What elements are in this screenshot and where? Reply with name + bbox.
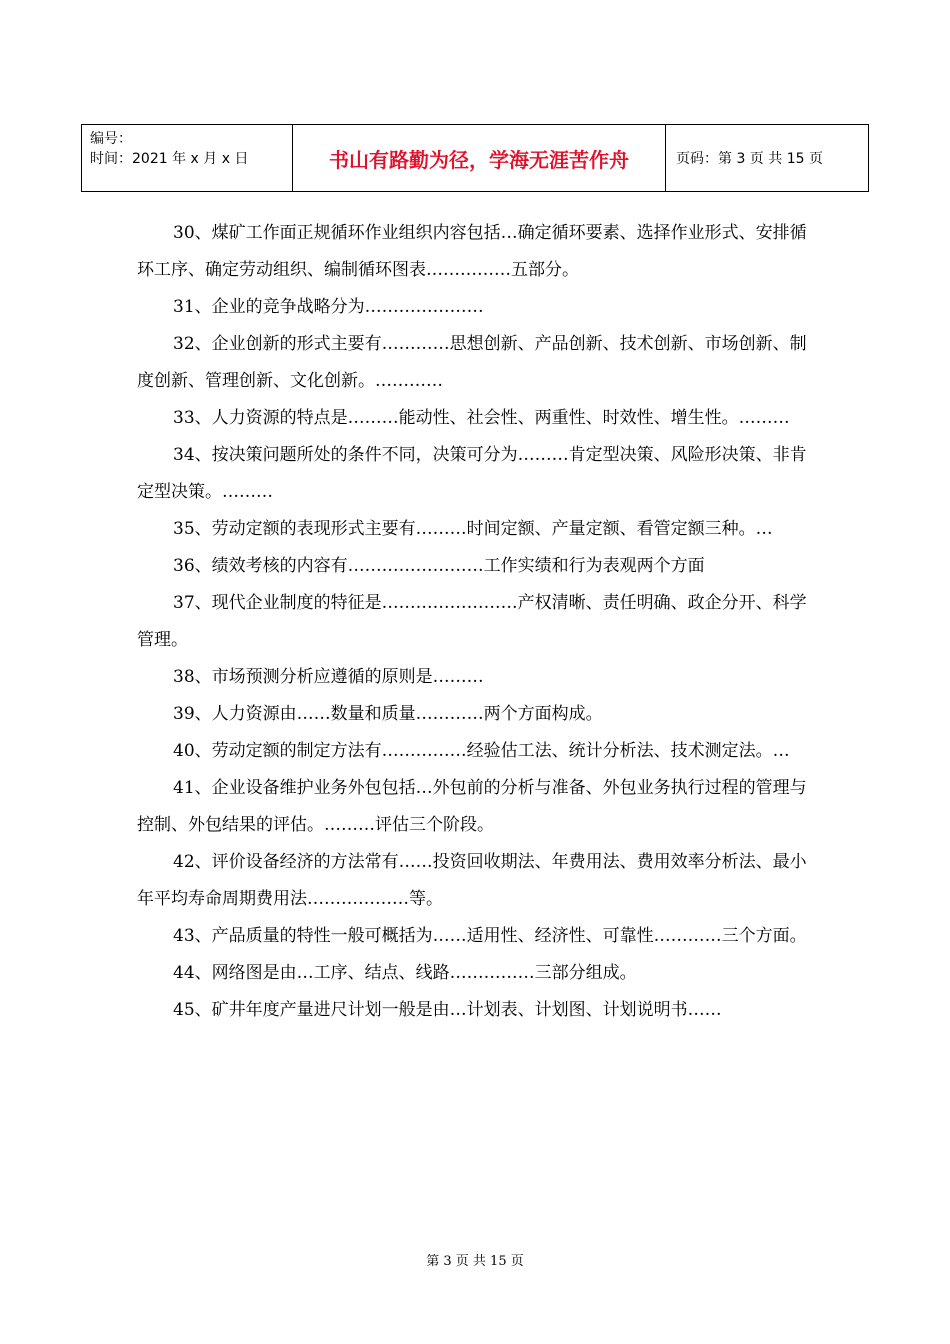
list-item: 38、市场预测分析应遵循的原则是………	[173, 667, 484, 687]
page-footer: 第 3 页 共 15 页	[426, 1254, 524, 1269]
list-item: 34、按决策问题所处的条件不同，决策可分为………肯定型决策、风险形决策、非肯定型决策。………	[137, 445, 807, 502]
header-page-info: 页码：第 3 页 共 15 页	[666, 125, 869, 192]
header-motto: 书山有路勤为径，学海无涯苦作舟	[293, 125, 666, 192]
list-item: 42、评价设备经济的方法常有……投资回收期法、年费用法、费用效率分析法、最小年平均寿命周期费用法………………等。	[137, 852, 807, 909]
header-meta	[82, 125, 293, 192]
list-item: 37、现代企业制度的特征是……………………产权清晰、责任明确、政企分开、科学管理。	[137, 593, 807, 650]
list-item: 40、劳动定额的制定方法有……………经验估工法、统计分析法、技术测定法。…	[173, 741, 790, 761]
document-body	[137, 215, 817, 1029]
list-item: 30、煤矿工作面正规循环作业组织内容包括…确定循环要素、选择作业形式、安排循环工序、确定劳动组织、编制循环图表……………五部分。	[137, 223, 807, 280]
list-item: 31、企业的竞争战略分为…………………	[173, 297, 484, 317]
list-item: 41、企业设备维护业务外包包括…外包前的分析与准备、外包业务执行过程的管理与控制、外包结果的评估。………评估三个阶段。	[137, 778, 807, 835]
list-item: 33、人力资源的特点是………能动性、社会性、两重性、时效性、增生性。………	[173, 408, 790, 428]
list-item: 32、企业创新的形式主要有…………思想创新、产品创新、技术创新、市场创新、制度创新、管理创新、文化创新。…………	[137, 334, 807, 391]
list-item: 35、劳动定额的表现形式主要有………时间定额、产量定额、看管定额三种。…	[173, 519, 773, 539]
list-item: 44、网络图是由…工序、结点、线路……………三部分组成。	[173, 963, 637, 983]
document-header	[81, 124, 869, 192]
list-item: 36、绩效考核的内容有……………………工作实绩和行为表观两个方面	[173, 556, 705, 576]
list-item: 43、产品质量的特性一般可概括为……适用性、经济性、可靠性…………三个方面。	[173, 926, 807, 946]
time-label: 时间：2021 年 x 月 x 日	[90, 151, 249, 167]
serial-label: 编号：	[90, 131, 132, 147]
list-item: 39、人力资源由……数量和质量…………两个方面构成。	[173, 704, 603, 724]
list-item: 45、矿井年度产量进尺计划一般是由…计划表、计划图、计划说明书……	[173, 1000, 722, 1020]
